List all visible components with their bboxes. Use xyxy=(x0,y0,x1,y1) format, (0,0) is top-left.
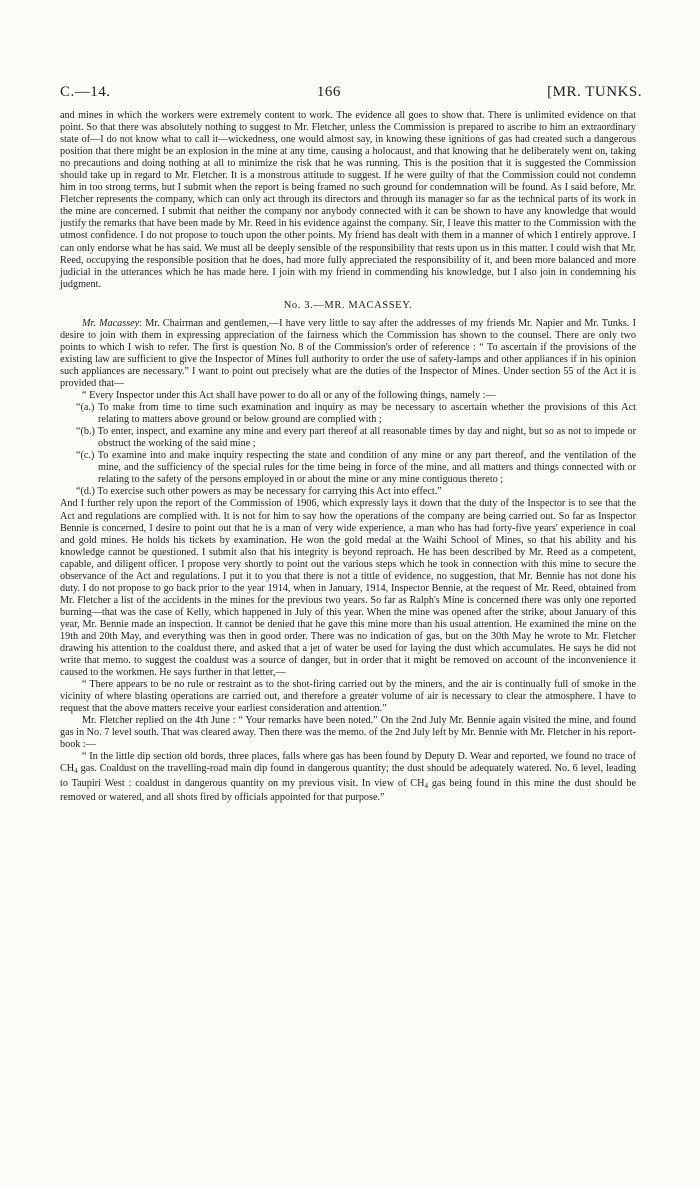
quote-shot-firing: “ There appears to be no rule or restraint as to the shot-firing carried out by the miners, and the air is continually full of smoke in the vicinity of where blasting operations are carried out, and therefore a greater volume of air is necessary to clear the atmosphere. I have to request that the above matters receive your earliest consideration and attention.” xyxy=(60,679,636,715)
quote-item-d: “(d.) To exercise such other powers as may be necessary for carrying this Act into effect.” xyxy=(76,486,442,498)
paragraph-text: : Mr. Chairman and gentlemen,—I have very little to say after the addresses of my friends Mr. Napier and Mr. Tunks. I desire to join with them in expressing appreciation of the fairness which the Commission has shown to the counsel. There are only two points to which I wish to refer. The first is question No. 8 of the Commission's order of reference : “ To ascertain if the provisions of the existing law are sufficient to give the Inspector of Mines full authority to order the use of safety-lamps and other appliances if in his opinion such appliances are necessary.” I want to point out precisely what are the duties of the Inspector of Mines. Under section 55 of the Act it is provided that— xyxy=(60,317,636,389)
quote-text-part: gas being found in this mine the dust should be removed or watered, and all shots fired by officials appointed for that purpose.” xyxy=(60,777,636,803)
paragraph-fletcher-reply: Mr. Fletcher replied on the 4th June : “ Your remarks have been noted.” On the 2nd July Mr. Bennie again visited the mine, and found gas in No. 7 level south. That was cleared away. Then there was the memo. of the 2nd July left by Mr. Bennie with Mr. Fletcher in his report-book :— xyxy=(60,715,636,751)
subscript: 4 xyxy=(74,767,78,776)
quote-item-a: “(a.) To make from time to time such examination and inquiry as may be necessary to ascertain whether the provisions of this Act relating to matters above ground or below ground are complied with ; xyxy=(76,402,636,426)
page-number: 166 xyxy=(316,84,341,100)
quote-item-c: “(c.) To examine into and make inquiry respecting the state and condition of any mine or any part thereof, and the ventilation of the mine, and the sufficiency of the special rules for the time being in force of the mine, and all matters and things connected with or relating to the safety of the persons employed in or about the mine or any mine contiguous thereto ; xyxy=(76,450,636,486)
quote-text-part: “ In the little dip section old bords, three places, falls where gas has been found by Deputy D. Wear and reported, we found no trace of CH xyxy=(60,751,636,775)
quote-text-part: gas. Coaldust on the travelling-road main dip found in dangerous quantity; the dust should be adequately watered. No. 6 level, leading to Taupiri West : coaldust in dangerous quantity on my previous visit. In view of CH xyxy=(60,763,636,789)
speaker-label: [MR. TUNKS. xyxy=(547,84,642,100)
quote-section-55: “ Every Inspector under this Act shall have power to do all or any of the following things, namely :— xyxy=(82,390,496,402)
quote-item-b: “(b.) To enter, inspect, and examine any mine and every part thereof at all reasonable times by day and night, but so as not to impede or obstruct the working of the said mine ; xyxy=(76,426,636,450)
document-reference: C.—14. xyxy=(60,84,111,100)
paragraph-tunks-closing: and mines in which the workers were extremely content to work. The evidence all goes to show that. There is unlimited evidence on that point. So that there was absolutely nothing to suggest to Mr. Fletcher, unless the Commission is prepared to ascribe to him an extraordinary state of—I do not know what to call it—wickedness, one would almost say, in knowing these ignitions of gas had created such a dangerous position that there might be an explosion in the mine at any time, causing a holocaust, and that knowing that he deliberately went on, taking no precautions and doing nothing at all to minimize the risk that he was running. This is the position that it is suggested the Commission should take up in regard to Mr. Fletcher. It is a monstrous attitude to suggest. If he were guilty of that the Commission could not condemn him in too strong terms, but I submit when the report is being framed no such ground for condemnation will be found. As I said before, Mr. Fletcher represents the company, which can only act through its directors and through its manager so far as the technical parts of its work in the mine are concerned. I submit that neither the company nor anybody connected with it can be shown to have any knowledge that would justify the remarks that have been made by Mr. Reed in his evidence against the company. Sir, I leave this matter to the Commission with the utmost confidence. I do not propose to touch upon the other points. My friend has dealt with them in a manner of which I entirely approve. I can only endorse what he has said. We must all be deeply sensible of the responsibility that rests upon us in this matter. I could wish that Mr. Reed, occupying the responsible position that he does, had more fully appreciated the responsibility of it, and been more balanced and more judicial in the utterances which he has made here. I join with my friend in commending his knowledge, but I also join in condemning his judgment. xyxy=(60,110,636,290)
paragraph-macassey-opening xyxy=(60,318,636,390)
paragraph-inspector-bennie: And I further rely upon the report of the Commission of 1906, which expressly lays it down that the duty of the Inspector is to see that the Act and regulations are complied with. It is not for him to say how the operations of the company are being carried out. So far as Inspector Bennie is concerned, I desire to point out that he is a man of very wide experience, a man who has had forty-five years' experience in coal and gold mines. He holds his tickets by examination. He won the gold medal at the Waihi School of Mines, so that his ability and his knowledge cannot be questioned. I submit also that his integrity is beyond reproach. He has been described by Mr. Reed as a competent, capable, and diligent officer. I propose very shortly to point out the various steps which he took in connection with this mine to secure the observance of the Act and regulations. I put it to you that there is not a tittle of evidence, no suggestion, that Mr. Bennie has not done his duty. I do not propose to go back prior to the year 1914, when in January, 1914, Inspector Bennie, at the request of Mr. Reed, obtained from Mr. Fletcher a list of the accidents in the mines for the previous two years. So far as Ralph's Mine is concerned there was only one reported burning—that was the case of Kelly, which happened in July of this year. When the mine was opened after the strike, about January of this year, Mr. Bennie made an inspection. It cannot be denied that he gave this mine more than his usual attention. He examined the mine on the 19th and 20th May, and everything was then in good order. There was no indication of gas, but on the 30th May he wrote to Mr. Fletcher drawing his attention to the coaldust there, and asked that a jet of water be used for laying the dust which accumulates. He says he did not write that memo. to suggest the coaldust was a source of danger, but in order that it might be removed on account of the inconvenience it caused to the workmen. He says further in that letter,— xyxy=(60,498,636,679)
quote-report-book xyxy=(60,751,636,803)
page-header xyxy=(60,84,642,101)
speaker-name: Mr. Macassey xyxy=(82,317,140,329)
section-heading: No. 3.—MR. MACASSEY. xyxy=(283,299,413,311)
body-text xyxy=(60,110,636,804)
subscript: 4 xyxy=(424,781,428,790)
